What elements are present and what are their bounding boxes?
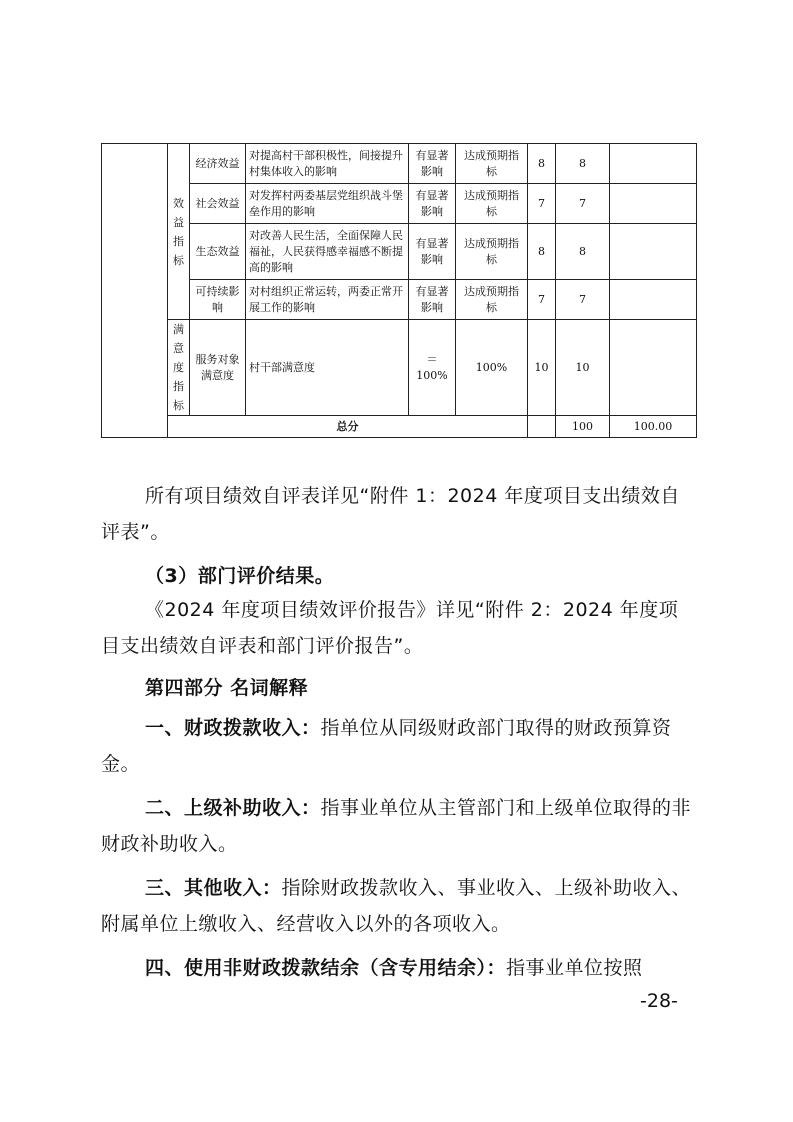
group-label-satisfaction: 满 意 度 指 标 bbox=[168, 320, 190, 416]
target-value: 有显著影响 bbox=[409, 224, 456, 280]
table-row bbox=[102, 184, 697, 224]
score: 10 bbox=[556, 320, 610, 416]
weight: 7 bbox=[528, 184, 556, 224]
score: 8 bbox=[556, 224, 610, 280]
term: 二、上级补助收入： bbox=[145, 797, 321, 819]
term: 三、其他收入： bbox=[145, 877, 282, 899]
note bbox=[610, 184, 697, 224]
total-weight: 100 bbox=[556, 416, 610, 438]
target-value: 有显著影响 bbox=[409, 184, 456, 224]
table-row bbox=[102, 144, 697, 184]
actual-value: 达成预期指标 bbox=[456, 224, 528, 280]
total-label: 总分 bbox=[168, 416, 528, 438]
score: 7 bbox=[556, 280, 610, 320]
actual-value: 达成预期指标 bbox=[456, 144, 528, 184]
sub-indicator: 服务对象满意度 bbox=[190, 320, 246, 416]
total-row bbox=[102, 416, 697, 438]
term: 一、财政拨款收入： bbox=[145, 717, 321, 739]
table-row bbox=[102, 224, 697, 280]
definition: 指单位从同级财政部门取得的财政预算资金。 bbox=[101, 717, 672, 775]
actual-value: 达成预期指标 bbox=[456, 280, 528, 320]
first-level-cell bbox=[102, 144, 168, 438]
term: 四、使用非财政拨款结余（含专用结余）： bbox=[145, 957, 507, 979]
sub-indicator: 经济效益 bbox=[190, 144, 246, 184]
table-row bbox=[102, 280, 697, 320]
weight: 8 bbox=[528, 224, 556, 280]
paragraph-attachment-2: 《2024 年度项目绩效评价报告》详见“附件 2：2024 年度项目支出绩效自评表和部门评价报告”。 bbox=[101, 599, 679, 657]
sub-indicator: 可持续影响 bbox=[190, 280, 246, 320]
definition: 指事业单位从主管部门和上级单位取得的非财政补助收入。 bbox=[101, 797, 692, 855]
indicator: 对村组织正常运转，两委正常开展工作的影响 bbox=[246, 280, 409, 320]
part-four-heading: 第四部分 名词解释 bbox=[145, 677, 309, 699]
sub-indicator: 生态效益 bbox=[190, 224, 246, 280]
weight: 7 bbox=[528, 280, 556, 320]
indicator: 对改善人民生活，全面保障人民福祉，人民获得感幸福感不断提高的影响 bbox=[246, 224, 409, 280]
note bbox=[610, 280, 697, 320]
weight: 8 bbox=[528, 144, 556, 184]
target-value: 有显著影响 bbox=[409, 144, 456, 184]
group-label-benefit: 效 益 指 标 bbox=[168, 144, 190, 320]
note bbox=[610, 144, 697, 184]
total-score: 100.00 bbox=[610, 416, 697, 438]
sub-indicator: 社会效益 bbox=[190, 184, 246, 224]
performance-table bbox=[101, 143, 697, 438]
definition-fiscal-appropriation bbox=[101, 710, 697, 782]
definition-superior-subsidy bbox=[101, 790, 697, 862]
score: 7 bbox=[556, 184, 610, 224]
score: 8 bbox=[556, 144, 610, 184]
definition-non-fiscal-balance bbox=[101, 950, 697, 986]
note bbox=[610, 320, 697, 416]
empty-cell bbox=[528, 416, 556, 438]
indicator: 村干部满意度 bbox=[246, 320, 409, 416]
weight: 10 bbox=[528, 320, 556, 416]
definition: 指事业单位按照 bbox=[506, 957, 643, 979]
section-heading-department-evaluation: （3）部门评价结果。 bbox=[145, 565, 335, 587]
indicator: 对提高村干部积极性，间接提升村集体收入的影响 bbox=[246, 144, 409, 184]
target-value: ＝100% bbox=[409, 320, 456, 416]
table-row bbox=[102, 320, 697, 416]
definition-other-income bbox=[101, 870, 697, 942]
actual-value: 达成预期指标 bbox=[456, 184, 528, 224]
indicator: 对发挥村两委基层党组织战斗堡垒作用的影响 bbox=[246, 184, 409, 224]
actual-value: 100% bbox=[456, 320, 528, 416]
page-number: -28- bbox=[640, 990, 678, 1012]
definition: 指除财政拨款收入、事业收入、上级补助收入、附属单位上缴收入、经营收入以外的各项收入。 bbox=[101, 877, 692, 935]
paragraph-attachment-1: 所有项目绩效自评表详见“附件 1：2024 年度项目支出绩效自评表”。 bbox=[101, 485, 680, 543]
target-value: 有显著影响 bbox=[409, 280, 456, 320]
note bbox=[610, 224, 697, 280]
